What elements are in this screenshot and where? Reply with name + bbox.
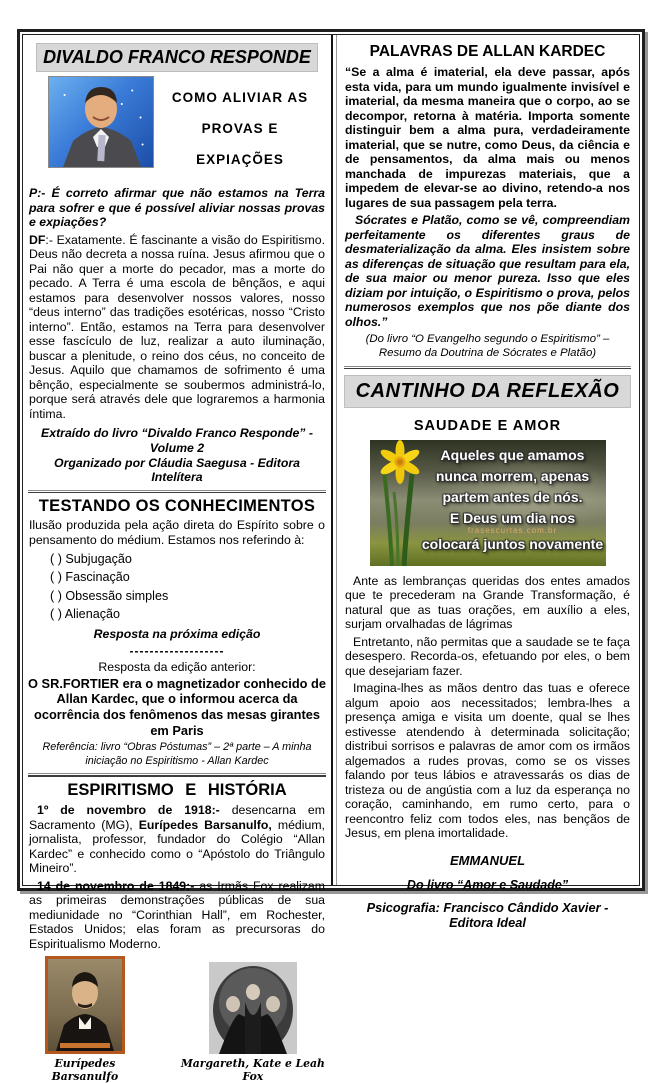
image-text-line: nunca morrem, apenas [435,467,590,484]
section-header-historia: ESPIRITISMO E HISTÓRIA [67,781,287,800]
section-header-divaldo-franco-responde: DIVALDO FRANCO RESPONDE [36,43,318,72]
section-header-palavras-kardec: PALAVRAS DE ALLAN KARDEC [369,43,606,60]
subtitle-line: COMO ALIVIAR AS [171,90,309,105]
answer-text: :- Exatamente. É fascinante a visão do Espiritismo. Deus não decreta a nossa ruína. Jesus afirmou que o Pai não quer a morte do pecador, mas a morte do pecado. A Terra é uma escola de bênçãos, e aqui estamos para desenvolver nossos valores, nosso “deus interno” das tradições esotéricas, nosso “Cristo interno”. Então, estamos na Terra para desenvolver esse fascículo de luz, realizar a auto iluminação, buscar a plenitude, o reino dos céus, no conceito de Jesus. Aquilo que chamamos de sofrimento é uma bênção, especialmente se soubermos administrá-lo, porque será através dele que lograremos a harmonia íntima. [29,232,325,421]
reflection-paragraph-1: Ante as lembranças queridas dos entes amados que te precederam na Grande Transformação, é natural que as tuas orações, em auxílio a eles, surjam orvalhadas de lágrimas [345,573,630,631]
kardec-source: (Do livro “O Evangelho segundo o Espiritismo” – Resumo da Doutrina de Sócrates e Platão) [365,333,610,360]
quiz-option: ( ) Alienação [50,606,121,621]
quiz-option: ( ) Fascinação [50,570,130,585]
section-divider [28,773,326,777]
left-column [23,35,333,1083]
source-line: Organizado por Cláudia Saegusa - Editora Intelítera [54,455,300,485]
history-item-1 [29,803,325,876]
photo-caption: Margareth, Kate e Leah Fox [180,1057,325,1083]
image-text-line: E Deus um dia nos [449,510,576,527]
kardec-quote-paragraph-2: Sócrates e Platão, como se vê, compreendiam perfeitamente os diferentes graus de desmaterialização da alma. Eles insistem sobre as diferenças de situação que resultam para ela, de sua maior ou menor pureza. Isso que eles diziam por intuição, o Espiritismo o prova, pelos numerosos exemplos que nos põe diante dos olhos.” [345,213,630,329]
quiz-next-answer-note: Resposta na próxima edição [93,627,261,641]
question-paragraph: P:- É correto afirmar que não estamos na Terra para sofrer e que é possível aliviar nossas provas e expiações? [29,186,325,229]
quiz-options [50,550,326,623]
history-text: desencarna em Sacramento (MG), [29,803,326,832]
section-divider [28,490,326,493]
section-header-testando: TESTANDO OS CONHECIMENTOS [38,497,316,515]
previous-answer-text: O SR.FORTIER era o magnetizador conhecido de Allan Kardec, que o informou acerca da ocorrência dos fenômenos das mesas girantes em Paris [28,675,326,738]
section-divider [344,366,631,369]
subtitle-line: EXPIAÇÕES [196,152,284,167]
photo-caption: Eurípedes Barsanulfo [51,1057,119,1083]
divaldo-franco-photo [48,76,154,168]
quiz-question: Ilusão produzida pela ação direta do Espírito sobre o pensamento do médium. Estamos nos referindo à: [29,518,325,547]
history-date: 14 de novembro de 1849:- [37,878,195,893]
history-text: as Irmãs Fox realizam as primeiras demonstrações públicas de sua mediunidade no “Corinthian Hall”, em Rochester, Estados Unidos; elas foram as precursoras do Espiritualismo Moderno. [29,878,325,951]
reflection-paragraph-3: Imagina-lhes as mãos dentro das tuas e oferece algum apoio aos necessitados; lembra-lhes a presença amiga e visita um doente, qual se lhes estivesse atendendo à determinada solicitação; distribui sorrisos e palavras de amor com os irmãos algemados a rudes provas, como se os visses falando por teus lábios e atravessarás os dias de tristeza ou de angústia com a luz da esperança no coração, caminhando, em rumo certo, para o reencontro feliz com todos eles, nas bençãos de Jesus, em plena imortalidade. [345,681,630,840]
reflection-subtitle: SAUDADE E AMOR [413,417,562,434]
answer-paragraph [29,233,325,422]
dashed-separator: ------------------- [129,643,225,658]
source-line: Extraído do livro “Divaldo Franco Responde” - Volume 2 [41,426,313,455]
fox-sisters-illustration [209,962,297,1054]
subtitle-line: PROVAS E [201,121,279,136]
image-text-line: partem antes de nós. [442,489,583,506]
divaldo-photo-row [28,76,326,183]
history-date: 1º de novembro de 1918:- [37,803,220,818]
book-source: Do livro “Amor e Saudade” [406,877,569,892]
answer-prefix: DF [29,232,46,247]
divaldo-franco-photo-illustration [49,77,153,167]
kardec-quote-paragraph-1: “Se a alma é imaterial, ela deve passar, após esta vida, para um mundo igualmente invisível e imaterial, da mesma maneira que o corpo, ao se decompor, retorna à matéria. Importa somente distinguir bem a alma pura, verdadeiramente imaterial, que se nutre, como Deus, da ciência e de pensamentos, da alma mais ou menos manchada de impurezas materiais, que a impedem de elevar-se ao divino, retendo-a nos lugares de sua passagem pela terra. [345,65,630,210]
euripedes-barsanulfo-photo [45,956,125,1054]
quiz-reference: Referência: livro “Obras Póstumas” – 2ª parte – A minha iniciação no Espiritismo - Allan Kardec [42,741,312,767]
history-photos-row [28,956,326,1083]
image-watermark: frasescurtas.com.br [467,525,558,535]
previous-answer-label: Resposta da edição anterior: [98,659,256,674]
euripedes-figure [28,956,142,1083]
article-source [30,426,324,485]
psychography-credit: Psicografia: Francisco Cândido Xavier - Editora Ideal [366,899,609,930]
reflection-paragraph-2: Entretanto, não permitas que a saudade se te faça desespero. Recorda-os, efetuando por eles, o bem que desejariam fazer. [345,634,630,678]
image-text-line: Aqueles que amamos [440,446,585,463]
newsletter-columns [22,34,640,1083]
fox-sisters-photo [209,962,297,1054]
history-person-name: Eurípedes Barsanulfo, [138,817,272,832]
history-item-2 [29,879,325,952]
author-signature: EMMANUEL [449,852,526,868]
image-text-line: colocará juntos novamente [421,535,604,552]
history-text: médium, jornalista, professor, fundador do Colégio “Allan Kardec” e conhecido como o “Apóstolo do Triângulo Mineiro”. [29,817,325,876]
article-subtitle [154,76,326,183]
saudade-flower-image [370,440,606,566]
newsletter-page-frame [17,29,645,1083]
quiz-option: ( ) Subjugação [50,552,132,566]
section-header-cantinho-reflexao: CANTINHO DA REFLEXÃO [344,375,631,408]
euripedes-portrait-illustration [48,959,122,1051]
fox-sisters-figure [180,962,326,1083]
quiz-option: ( ) Obsessão simples [50,588,169,603]
reflection-image-text [422,445,604,555]
right-column [336,35,639,930]
